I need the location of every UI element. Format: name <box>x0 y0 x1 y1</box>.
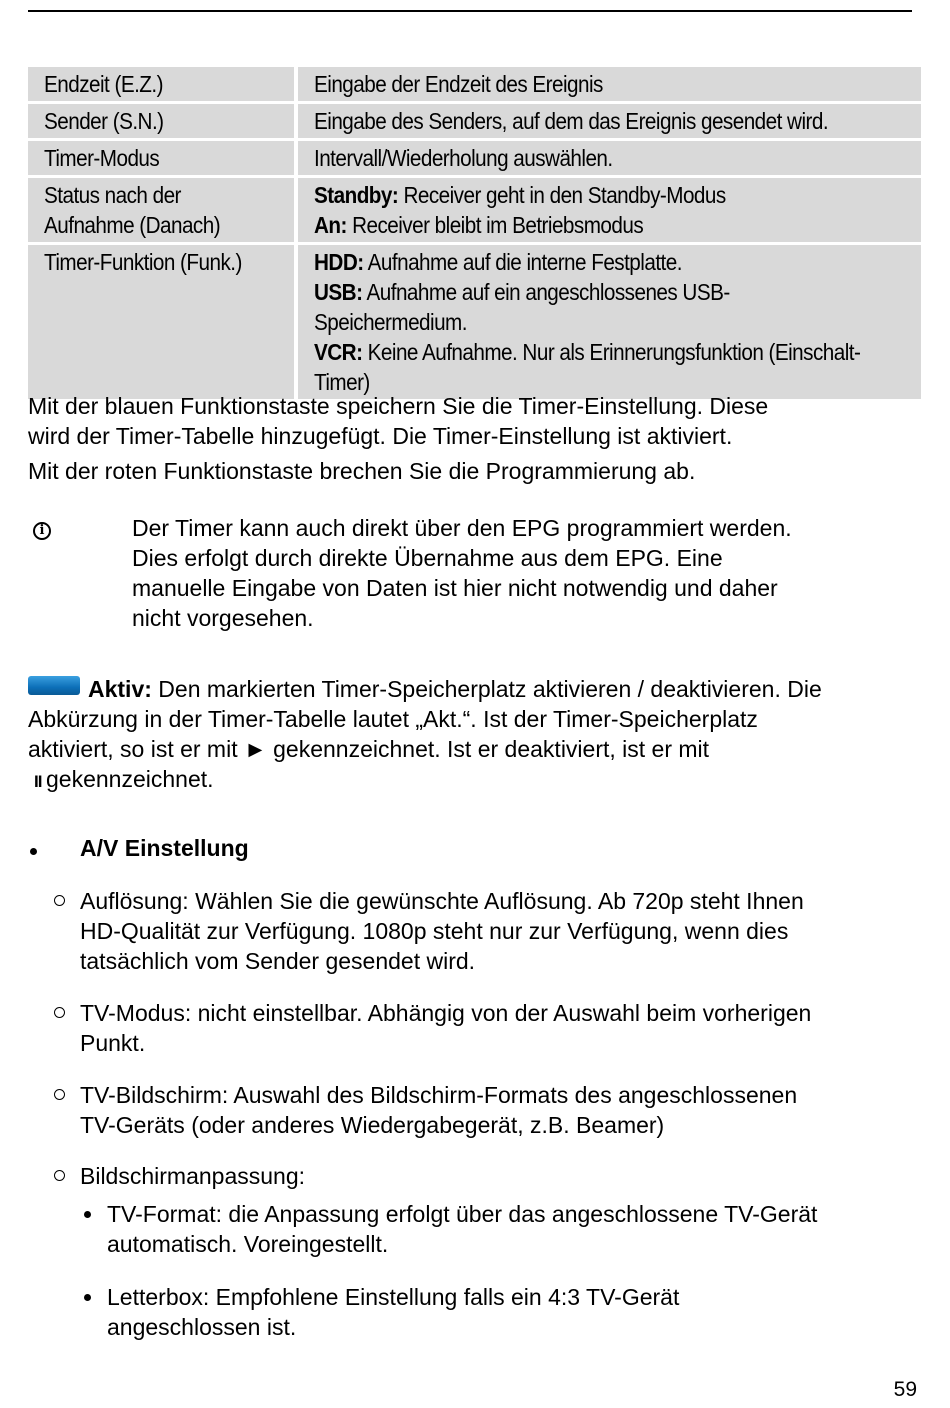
table-row <box>28 178 921 242</box>
standby-key: Standby: <box>314 182 399 208</box>
row-desc-vcr-cont: Timer) <box>314 369 370 395</box>
row-desc-an <box>314 210 643 240</box>
circle-bullet-icon <box>54 1089 65 1100</box>
table-row <box>28 67 921 101</box>
row-desc: Intervall/Wiederholung auswählen. <box>314 145 613 171</box>
note-line: Der Timer kann auch direkt über den EPG programmiert werden. <box>132 515 792 541</box>
circle-bullet-icon <box>54 1007 65 1018</box>
hdd-key: HDD: <box>314 249 364 275</box>
list-line: HD-Qualität zur Verfügung. 1080p steht nur zur Verfügung, wenn dies <box>80 918 789 944</box>
hdd-text: Aufnahme auf die interne Festplatte. <box>363 249 682 275</box>
list-item <box>80 886 804 976</box>
aktiv-line <box>28 674 918 704</box>
circle-bullet-icon <box>54 895 65 906</box>
table-row <box>28 141 921 175</box>
aktiv-line: aktiviert, so ist er mit ► gekennzeichnet. Ist er deaktiviert, ist er mit <box>28 736 710 762</box>
paragraph-save <box>28 391 768 451</box>
bullet-icon <box>30 848 37 855</box>
aktiv-paragraph <box>28 674 918 797</box>
list-item <box>80 1080 797 1140</box>
row-desc-usb-cont: Speichermedium. <box>314 309 467 335</box>
an-text: Receiver bleibt im Betriebsmodus <box>346 212 644 238</box>
circle-bullet-icon <box>54 1170 65 1181</box>
vcr-key: VCR: <box>314 339 363 365</box>
standby-text: Receiver geht in den Standby-Modus <box>398 182 726 208</box>
vcr-text: Keine Aufnahme. Nur als Erinnerungsfunktion (Einschalt- <box>362 339 861 365</box>
row-desc-standby <box>314 180 726 210</box>
sub-list-item <box>107 1282 679 1342</box>
list-line: TV-Bildschirm: Auswahl des Bildschirm-Formats des angeschlossenen <box>80 1082 798 1108</box>
usb-key: USB: <box>314 279 363 305</box>
bullet-icon <box>84 1211 91 1218</box>
paragraph-line: wird der Timer-Tabelle hinzugefügt. Die Timer-Einstellung ist aktiviert. <box>28 423 733 449</box>
timer-settings-table <box>28 64 921 402</box>
row-label: Sender (S.N.) <box>44 108 164 134</box>
list-line: tatsächlich vom Sender gesendet wird. <box>80 948 476 974</box>
list-line: Punkt. <box>80 1030 146 1056</box>
row-desc-usb <box>314 277 730 307</box>
list-line: angeschlossen ist. <box>107 1314 297 1340</box>
usb-text: Aufnahme auf ein angeschlossenes USB- <box>362 279 730 305</box>
row-desc-vcr <box>314 337 860 367</box>
paragraph-cancel: Mit der roten Funktionstaste brechen Sie die Programmierung ab. <box>28 458 696 484</box>
list-item <box>80 1161 305 1191</box>
paragraph-line: Mit der blauen Funktionstaste speichern Sie die Timer-Einstellung. Diese <box>28 393 769 419</box>
row-label: Endzeit (E.Z.) <box>44 71 163 97</box>
section-heading: A/V Einstellung <box>80 835 249 861</box>
list-line: Auflösung: Wählen Sie die gewünschte Auflösung. Ab 720p steht Ihnen <box>80 888 804 914</box>
note-line: manuelle Eingabe von Daten ist hier nicht notwendig und daher <box>132 575 778 601</box>
list-item <box>80 998 811 1058</box>
page-number: 59 <box>893 1378 917 1401</box>
aktiv-line <box>28 764 918 797</box>
info-note <box>132 513 792 633</box>
row-label: Status nach der Aufnahme (Danach) <box>44 182 221 238</box>
row-desc: Eingabe des Senders, auf dem das Ereignis gesendet wird. <box>314 108 829 134</box>
list-line: TV-Modus: nicht einstellbar. Abhängig von der Auswahl beim vorherigen <box>80 1000 812 1026</box>
list-line: TV-Geräts (oder anderes Wiedergabegerät, z.B. Beamer) <box>80 1112 665 1138</box>
header-rule <box>28 10 912 12</box>
row-desc-hdd <box>314 247 682 277</box>
table-row <box>28 104 921 138</box>
bullet-icon <box>84 1294 91 1301</box>
note-line: Dies erfolgt durch direkte Übernahme aus dem EPG. Eine <box>132 545 723 571</box>
row-desc: Eingabe der Endzeit des Ereignis <box>314 71 603 97</box>
aktiv-text: gekennzeichnet. <box>46 766 214 792</box>
info-icon: i <box>33 522 51 540</box>
aktiv-text: Den markierten Timer-Speicherplatz aktivieren / deaktivieren. Die <box>151 676 822 702</box>
an-key: An: <box>314 212 347 238</box>
sub-list-item <box>107 1199 817 1259</box>
list-line: Bildschirmanpassung: <box>80 1163 306 1189</box>
row-label: Timer-Funktion (Funk.) <box>44 249 242 275</box>
aktiv-line: Abkürzung in der Timer-Tabelle lautet „Akt.“. Ist der Timer-Speicherplatz <box>28 706 758 732</box>
aktiv-label: Aktiv: <box>88 676 152 702</box>
list-line: automatisch. Voreingestellt. <box>107 1231 389 1257</box>
list-line: Letterbox: Empfohlene Einstellung falls ein 4:3 TV-Gerät <box>107 1284 680 1310</box>
pause-icon: II <box>34 772 42 791</box>
list-line: TV-Format: die Anpassung erfolgt über das angeschlossene TV-Gerät <box>107 1201 818 1227</box>
row-label: Timer-Modus <box>44 145 160 171</box>
table-row <box>28 245 921 399</box>
note-line: nicht vorgesehen. <box>132 605 314 631</box>
